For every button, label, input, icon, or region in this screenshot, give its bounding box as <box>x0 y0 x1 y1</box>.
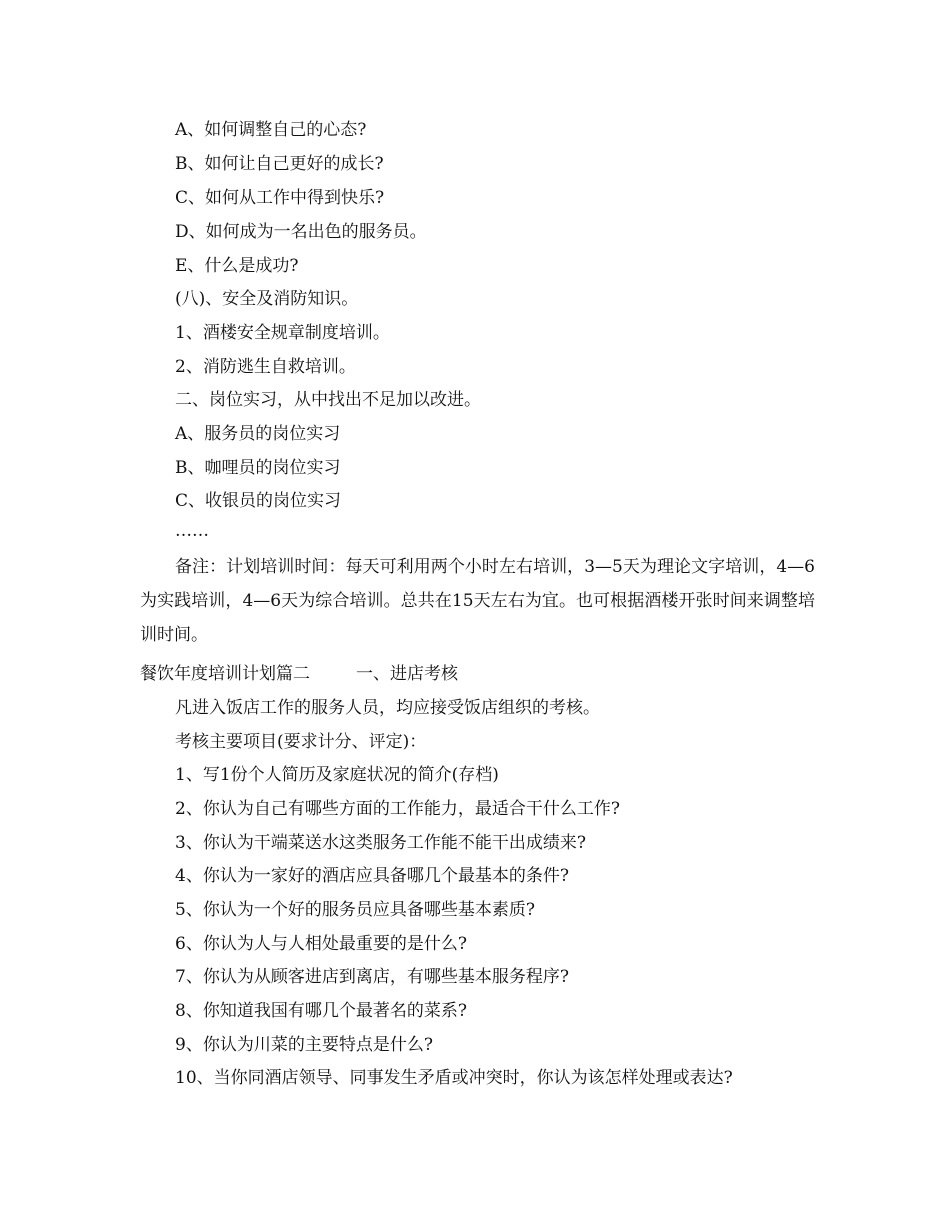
section-subtitle: 一、进店考核 <box>356 664 458 684</box>
list-item: 1、酒楼安全规章制度培训。 <box>175 323 390 343</box>
question-item: 7、你认为从顾客进店到离店，有哪些基本服务程序? <box>175 967 569 987</box>
question-item: 1、写1份个人简历及家庭状况的简介(存档) <box>175 765 499 785</box>
document-title: 餐饮年度培训计划篇二 <box>140 664 310 684</box>
question-item: 8、你知道我国有哪几个最著名的菜系? <box>175 1001 467 1021</box>
question-item: 2、你认为自己有哪些方面的工作能力，最适合干什么工作? <box>175 799 620 819</box>
question-item: 4、你认为一家好的酒店应具备哪几个最基本的条件? <box>175 866 569 886</box>
list-item: D、如何成为一名出色的服务员。 <box>175 222 427 242</box>
question-item: 6、你认为人与人相处最重要的是什么? <box>175 934 467 954</box>
list-item: E、什么是成功? <box>175 256 299 276</box>
list-item: B、如何让自己更好的成长? <box>175 154 384 174</box>
list-item: B、咖哩员的岗位实习 <box>175 458 341 478</box>
intro-paragraph: 考核主要项目(要求计分、评定)： <box>175 732 427 752</box>
question-item: 9、你认为川菜的主要特点是什么? <box>175 1035 433 1055</box>
intro-paragraph: 凡进入饭店工作的服务人员，均应接受饭店组织的考核。 <box>175 698 600 718</box>
section-heading: (八)、安全及消防知识。 <box>175 289 359 309</box>
list-item: A、服务员的岗位实习 <box>175 424 341 444</box>
question-item: 10、当你同酒店领导、同事发生矛盾或冲突时，你认为该怎样处理或表达? <box>175 1068 733 1088</box>
list-item: A、如何调整自己的心态? <box>175 120 367 140</box>
section-heading: 二、岗位实习，从中找出不足加以改进。 <box>175 390 481 410</box>
question-item: 3、你认为干端菜送水这类服务工作能不能干出成绩来? <box>175 833 586 853</box>
list-item: 2、消防逃生自救培训。 <box>175 357 356 377</box>
question-item: 5、你认为一个好的服务员应具备哪些基本素质? <box>175 900 535 920</box>
list-item: C、收银员的岗位实习 <box>175 491 342 511</box>
list-item: C、如何从工作中得到快乐? <box>175 188 385 208</box>
ellipsis: …… <box>175 521 209 541</box>
note-paragraph: 备注：计划培训时间：每天可利用两个小时左右培训，3—5天为理论文字培训，4—6为实践培训，4—6天为综合培训。总共在15天左右为宜。也可根据酒楼开张时间来调整培训时间。 <box>140 557 815 645</box>
document-heading <box>140 663 458 685</box>
